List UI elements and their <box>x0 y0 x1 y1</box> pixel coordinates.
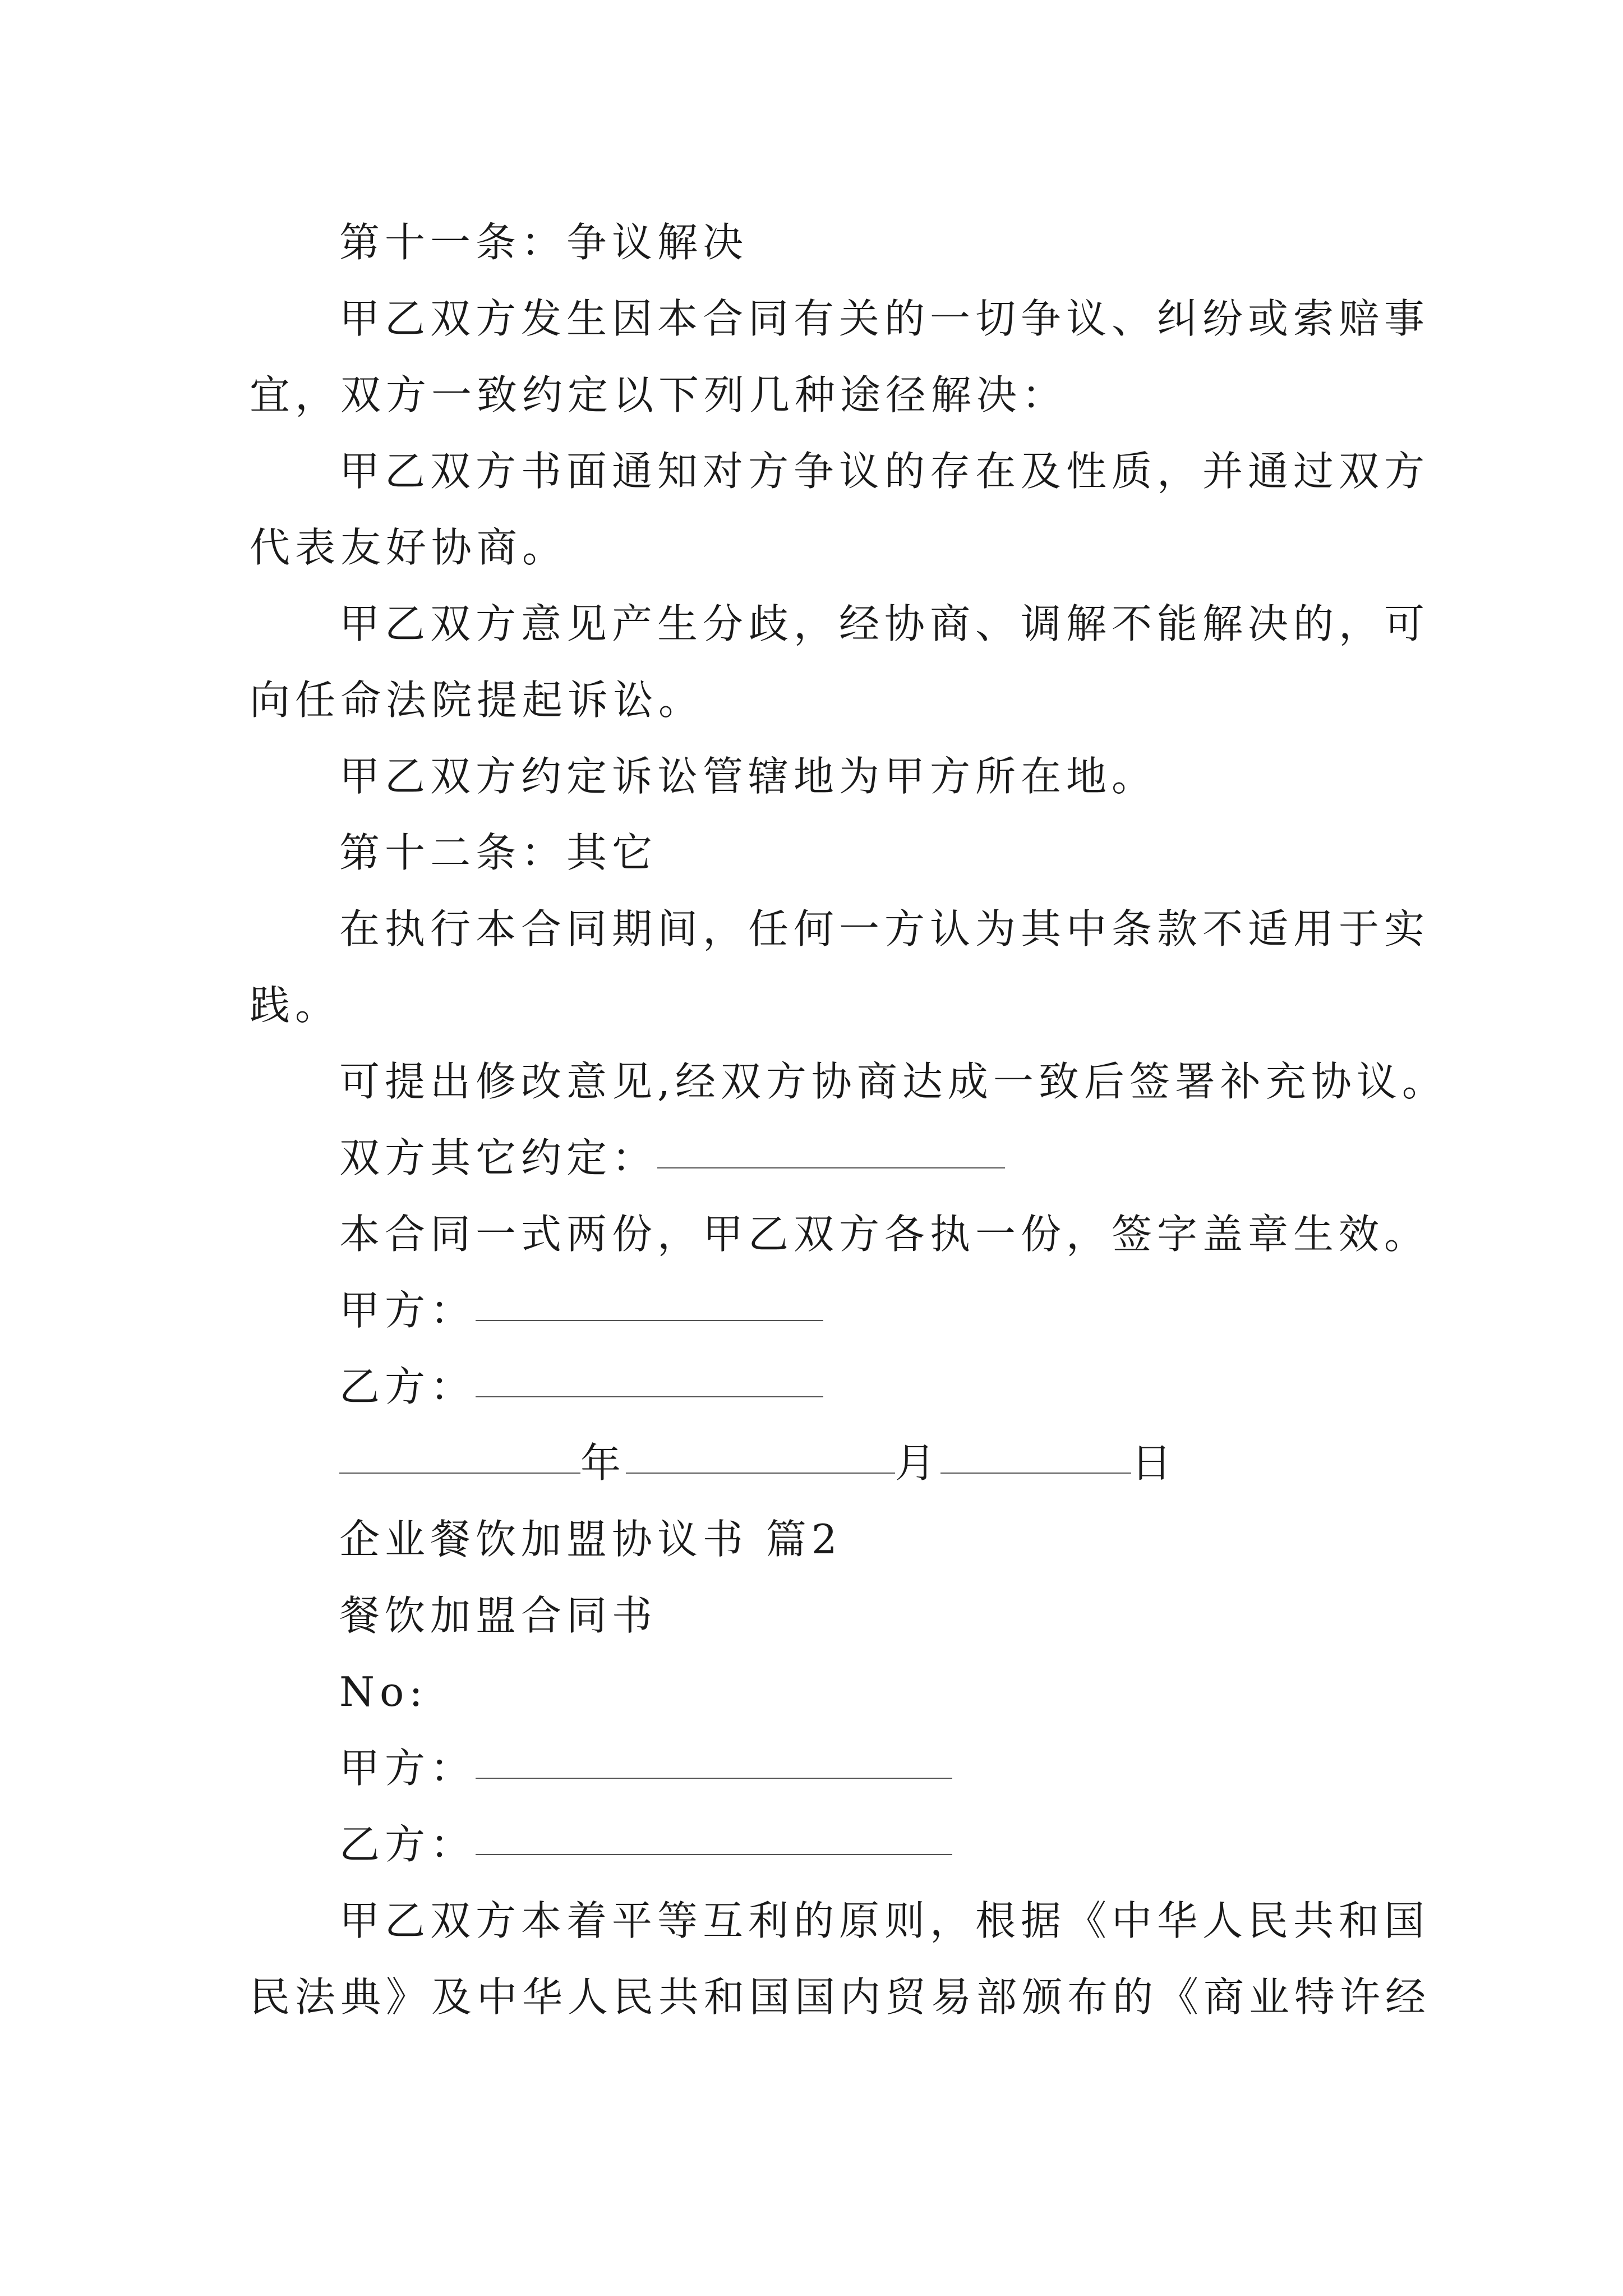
text: 向任命法院提起诉讼。 <box>250 677 704 724</box>
paragraph-line <box>250 1969 1431 2025</box>
day-blank[interactable] <box>940 1472 1131 1474</box>
text: 第十二条：其它 <box>339 829 658 876</box>
paragraph-line <box>250 519 568 576</box>
text: 双方其它约定： <box>339 1134 658 1181</box>
paragraph-line <box>250 672 704 728</box>
party-b-line <box>339 1816 952 1872</box>
month-label: 月 <box>895 1439 941 1487</box>
paragraph-line <box>339 748 1157 804</box>
text: 甲乙双方发生因本合同有关的一切争议、纠纷或索赔事 <box>339 295 1430 342</box>
text: 企业餐饮加盟协议书 篇2 <box>339 1516 842 1563</box>
month-blank[interactable] <box>626 1472 895 1474</box>
paragraph-line <box>250 977 340 1033</box>
party-a-line <box>339 1282 823 1338</box>
text: 代表友好协商。 <box>250 524 568 571</box>
text: 餐饮加盟合同书 <box>339 1592 658 1639</box>
paragraph-line <box>339 596 1430 652</box>
day-label: 日 <box>1131 1439 1177 1487</box>
text: 甲乙双方书面通知对方争议的存在及性质，并通过双方 <box>339 448 1430 495</box>
text: 可提出修改意见,经双方协商达成一致后签署补充协议。 <box>339 1058 1447 1105</box>
section-title <box>339 1511 842 1567</box>
other-agreement-line <box>339 1130 1005 1186</box>
paragraph-line <box>339 291 1430 347</box>
article-11-heading <box>339 214 748 270</box>
paragraph-line <box>339 901 1430 957</box>
text: 本合同一式两份，甲乙双方各执一份，签字盖章生效。 <box>339 1211 1430 1258</box>
text: No: <box>339 1668 428 1715</box>
paragraph-line <box>339 1206 1430 1262</box>
party-a-blank[interactable] <box>476 1777 952 1779</box>
paragraph-line <box>339 1053 1447 1110</box>
text: 甲乙双方意见产生分歧，经协商、调解不能解决的，可 <box>339 600 1430 647</box>
text: 践。 <box>250 982 341 1029</box>
article-12-heading <box>339 825 657 881</box>
text: 甲乙双方本着平等互利的原则，根据《中华人民共和国 <box>339 1897 1430 1944</box>
text: 乙方： <box>339 1363 476 1410</box>
paragraph-line <box>339 443 1430 499</box>
year-blank[interactable] <box>339 1472 580 1474</box>
party-a-line <box>339 1740 952 1796</box>
text: 民法典》及中华人民共和国国内贸易部颁布的《商业特许经 <box>250 1973 1431 2021</box>
text: 甲方： <box>339 1745 476 1792</box>
text: 宜，双方一致约定以下列几种途径解决： <box>250 371 1068 418</box>
party-b-blank[interactable] <box>476 1853 952 1855</box>
date-line <box>339 1435 1177 1491</box>
party-a-blank[interactable] <box>476 1319 823 1321</box>
text: 乙方： <box>339 1821 476 1868</box>
paragraph-line <box>250 367 1067 423</box>
text: 第十一条：争议解决 <box>339 219 749 266</box>
paragraph-line <box>339 1893 1430 1949</box>
year-label: 年 <box>580 1439 626 1487</box>
blank-field[interactable] <box>657 1167 1005 1168</box>
text: 甲乙双方约定诉讼管辖地为甲方所在地。 <box>339 753 1158 800</box>
text: 在执行本合同期间，任何一方认为其中条款不适用于实 <box>339 905 1430 953</box>
contract-title <box>339 1588 657 1644</box>
text: 甲方： <box>339 1287 476 1334</box>
contract-number <box>339 1664 428 1720</box>
party-b-line <box>339 1359 823 1415</box>
party-b-blank[interactable] <box>476 1396 823 1397</box>
